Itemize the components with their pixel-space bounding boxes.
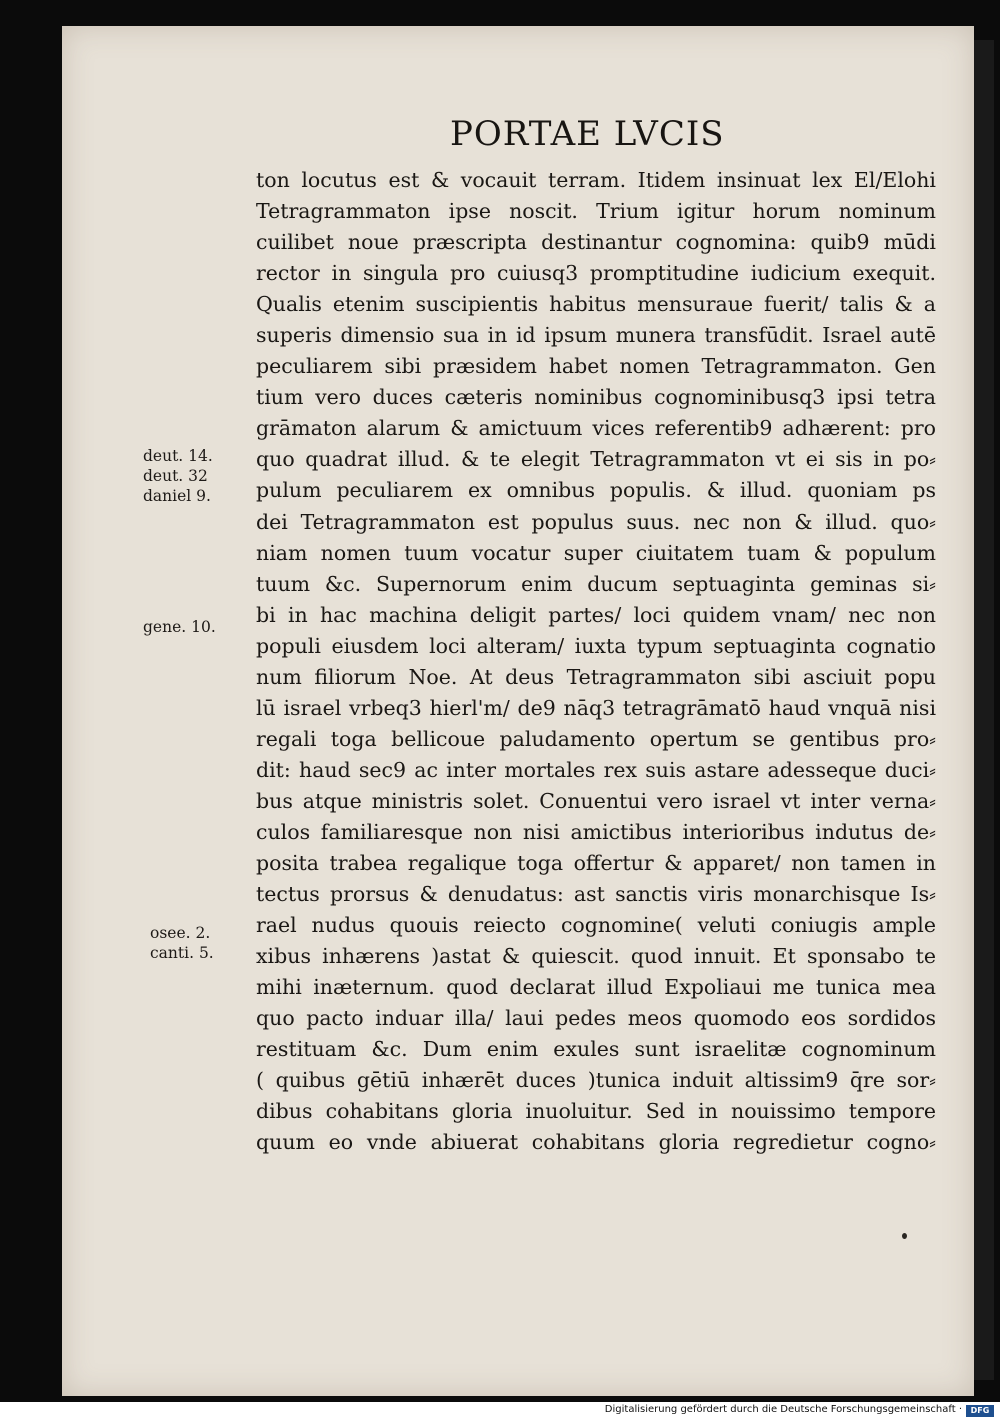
text-line: rael nudus quouis reiecto cognomine( veluti coniugis ample <box>256 913 936 938</box>
margin-note-line: deut. 14. <box>143 447 213 465</box>
body-text <box>256 165 936 1159</box>
text-line: tuum &c. Supernorum enim ducum septuaginta geminas si⸗ <box>256 571 936 596</box>
text-line: peculiarem sibi præsidem habet nomen Tetragrammaton. Gen <box>256 354 936 379</box>
text-line: regali toga bellicoue paludamento opertum se gentibus pro⸗ <box>256 726 936 751</box>
text-line: cuilibet noue præscripta destinantur cognomina: quib9 mūdi <box>256 230 936 255</box>
text-line: Qualis etenim suscipientis habitus mensuraue fuerit/ talis & a <box>256 292 936 317</box>
text-line: ton locutus est & vocauit terram. Itidem insinuat lex El/Elohi <box>256 168 936 192</box>
text-line: pulum peculiarem ex omnibus populis. & illud. quoniam ps <box>256 478 936 503</box>
text-line: tium vero duces cæteris nominibus cognominibusq3 ipsi tetra <box>256 385 936 410</box>
dfg-logo: DFG <box>966 1405 994 1417</box>
text-line: bus atque ministris solet. Conuentui vero israel vt inter verna⸗ <box>256 788 936 813</box>
text-line: tectus prorsus & denudatus: ast sanctis viris monarchisque Is⸗ <box>256 882 936 907</box>
page-edge-shadow <box>974 40 994 1380</box>
ink-speck <box>902 1233 907 1239</box>
text-line: populi eiusdem loci alteram/ iuxta typum septuaginta cognatio <box>256 633 936 658</box>
text-line: mihi inæternum. quod declarat illud Expoliaui me tunica mea <box>256 975 936 1000</box>
text-line: dibus cohabitans gloria inuoluitur. Sed in nouissimo tempore <box>256 1099 936 1124</box>
text-line: grāmaton alarum & amictuum vices referentib9 adhærent: pro <box>256 416 936 441</box>
text-line: superis dimensio sua in id ipsum munera transfūdit. Israel autē <box>256 323 936 348</box>
text-line: quum eo vnde abiuerat cohabitans gloria regredietur cogno⸗ <box>256 1130 936 1155</box>
text-line: quo pacto induar illa/ laui pedes meos quomodo eos sordidos <box>256 1006 936 1031</box>
text-line: posita trabea regalique toga offertur & apparet/ non tamen in <box>256 851 936 876</box>
text-line: niam nomen tuum vocatur super ciuitatem tuam & populum <box>256 540 936 565</box>
margin-note-line: daniel 9. <box>143 487 211 505</box>
text-line: dit: haud sec9 ac inter mortales rex suis astare adesseque duci⸗ <box>256 757 936 782</box>
text-line: bi in hac machina deligit partes/ loci quidem vnam/ nec non <box>256 602 936 627</box>
running-title: PORTAE LVCIS <box>450 114 725 154</box>
margin-note-line: deut. 32 <box>143 467 208 485</box>
text-line: Tetragrammaton ipse noscit. Trium igitur horum nominum <box>256 199 936 224</box>
text-line: num filiorum Noe. At deus Tetragrammaton sibi asciuit popu <box>256 664 936 689</box>
margin-note-gene <box>143 617 248 637</box>
margin-note-deut-daniel <box>143 446 248 506</box>
text-line: rector in singula pro cuiusq3 promptitudine iudicium exequit. <box>256 261 936 286</box>
margin-note-line: gene. 10. <box>143 618 216 636</box>
text-line: dei Tetragrammaton est populus suus. nec non & illud. quo⸗ <box>256 509 936 534</box>
text-line: culos familiaresque non nisi amictibus interioribus indutus de⸗ <box>256 819 936 844</box>
margin-note-osee-canti <box>150 923 255 963</box>
text-line: xibus inhærens )astat & quiescit. quod innuit. Et sponsabo te <box>256 944 936 969</box>
footer-bar <box>0 1402 1000 1420</box>
text-line: lū israel vrbeq3 hierl'm/ de9 nāq3 tetragrāmatō haud vnquā nisi <box>256 695 936 720</box>
margin-note-line: canti. 5. <box>150 944 214 962</box>
text-line: quo quadrat illud. & te elegit Tetragrammaton vt ei sis in po⸗ <box>256 447 936 472</box>
text-line: restituam &c. Dum enim exules sunt israelitæ cognominum <box>256 1037 936 1062</box>
text-line: ( quibus gētiū inhærēt duces )tunica induit altissim9 q̄re sor⸗ <box>256 1068 936 1093</box>
margin-note-line: osee. 2. <box>150 924 211 942</box>
funding-credit: Digitalisierung gefördert durch die Deutsche Forschungsgemeinschaft · <box>604 1404 962 1415</box>
